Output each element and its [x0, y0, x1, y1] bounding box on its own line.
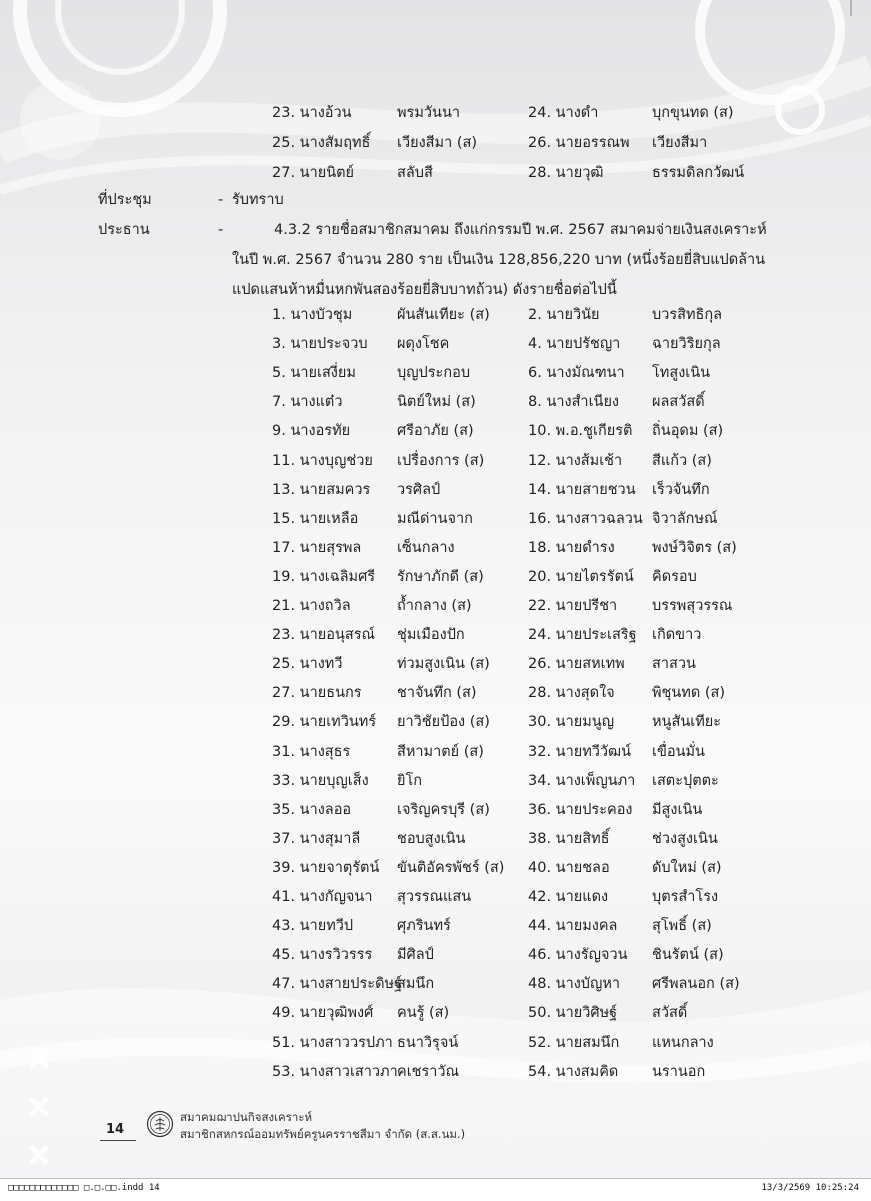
member-name: 24. นายประเสริฐ: [528, 627, 637, 644]
meeting-label: ที่ประชุม: [98, 192, 152, 208]
member-surname: มีศิลป์: [397, 947, 434, 964]
member-surname: เกิดขาว: [652, 627, 702, 644]
member-surname: สุโพธิ์ (ส): [652, 918, 712, 935]
member-name: 10. พ.อ.ชูเกียรติ: [528, 423, 633, 440]
member-name: 37. นางสุมาลี: [272, 830, 361, 847]
member-name: 25. นางสัมฤทธิ์: [272, 135, 371, 151]
list-item: [0, 504, 871, 534]
member-name: 24. นางดำ: [528, 105, 599, 121]
list-item: [0, 882, 871, 912]
list-item: [0, 300, 871, 330]
member-name: 48. นางบัญหา: [528, 976, 621, 993]
member-surname: ผดุงโชค: [397, 336, 450, 353]
member-name: 40. นายชลอ: [528, 859, 610, 876]
list-item: [0, 795, 871, 825]
member-surname: ถ้ำกลาง (ส): [397, 598, 472, 614]
member-name: 54. นางสมคิด: [528, 1063, 619, 1080]
list-item: [0, 678, 871, 708]
member-surname: เสตะปุตตะ: [652, 772, 719, 789]
member-name: 8. นางสำเนียง: [528, 394, 620, 411]
member-surname: มณีด่านจาก: [397, 510, 473, 527]
member-surname: สาสวน: [652, 656, 696, 673]
member-surname: เวียงสีมา: [652, 135, 708, 151]
list-item: [0, 649, 871, 679]
list-item: [0, 1028, 871, 1058]
member-name: 4. นายปรัชญา: [528, 336, 621, 353]
member-name: 15. นายเหลือ: [272, 510, 359, 527]
association-logo-icon: [146, 1110, 174, 1138]
member-name: 21. นางถวิล: [272, 598, 351, 614]
member-surname: สีแก้ว (ส): [652, 452, 712, 469]
member-surname: คนรู้ (ส): [397, 1005, 450, 1022]
member-surname: เร็วจันทึก: [652, 481, 710, 498]
member-name: 19. นางเฉลิมศรี: [272, 568, 376, 585]
member-name: 7. นางแต๋ว: [272, 394, 343, 411]
member-name: 23. นายอนุสรณ์: [272, 627, 375, 644]
member-name: 2. นายวินัย: [528, 307, 600, 323]
member-name: 31. นางสุธร: [272, 743, 351, 760]
member-surname: ผันสันเทียะ (ส): [397, 307, 490, 323]
member-surname: สวัสดิ์: [652, 1005, 688, 1022]
chairman-paragraph-line: 4.3.2 รายชื่อสมาชิกสมาคม ถึงแก่กรรมปี พ.ศ. 2567 สมาคมจ่ายเงินสงเคราะห์: [274, 222, 767, 238]
member-name: 26. นายสหเทพ: [528, 656, 625, 673]
member-surname: สุวรรณแสน: [397, 889, 472, 905]
list-item: [0, 562, 871, 592]
chairman-paragraph-line: ในปี พ.ศ. 2567 จำนวน 280 ราย เป็นเงิน 128,856,220 บาท (หนึ่งร้อยยี่สิบแปดล้าน: [232, 252, 766, 268]
member-surname: บรรพสุวรรณ: [652, 598, 733, 614]
member-surname: หนูสันเทียะ: [652, 714, 722, 731]
member-surname: ยาวิชัยป้อง (ส): [397, 714, 490, 731]
member-surname: ชุ่มเมืองปัก: [397, 627, 465, 644]
chairman-label: ประธาน: [98, 222, 150, 238]
member-name: 1. นางบัวชุม: [272, 307, 353, 323]
member-name: 29. นายเทวินทร์: [272, 714, 377, 731]
member-name: 14. นายสายชวน: [528, 481, 636, 498]
member-surname: แหนกลาง: [652, 1034, 714, 1051]
list-item: [0, 446, 871, 476]
member-surname: เซ็นกลาง: [397, 539, 455, 556]
member-surname: ขันติอัครพัชร์ (ส): [397, 859, 505, 876]
list-item: [0, 998, 871, 1028]
member-surname: บวรสิทธิกุล: [652, 307, 723, 323]
chairman-paragraph: [232, 215, 792, 305]
member-surname: พงษ์วิจิตร (ส): [652, 539, 737, 556]
member-name: 28. นางสุดใจ: [528, 685, 615, 702]
member-surname: โทสูงเนิน: [652, 365, 711, 382]
list-item: [0, 737, 871, 767]
member-surname: วรศิลป์: [397, 481, 441, 498]
member-name: 41. นางกัญจนา: [272, 889, 373, 905]
member-name: 16. นางสาวฉลวน: [528, 510, 643, 527]
member-name: 27. นายธนกร: [272, 685, 362, 702]
list-item: [0, 329, 871, 359]
member-name: 32. นายทวีวัฒน์: [528, 743, 632, 760]
list-item: [0, 969, 871, 999]
member-surname: สลับสี: [397, 165, 433, 181]
member-name: 50. นายวิศิษฐ์: [528, 1005, 618, 1022]
member-name: 30. นายมนูญ: [528, 714, 615, 731]
member-name: 13. นายสมควร: [272, 481, 371, 498]
member-surname: ถิ่นอุดม (ส): [652, 423, 724, 440]
member-surname: ศุภรินทร์: [397, 918, 451, 935]
member-name: 27. นายนิตย์: [272, 165, 355, 181]
list-item: [0, 416, 871, 446]
member-name: 36. นายประคอง: [528, 801, 633, 818]
member-surname: รักษาภักดี (ส): [397, 568, 484, 585]
member-surname: บุตรสำโรง: [652, 889, 719, 905]
member-surname: เวียงสีมา (ส): [397, 135, 477, 151]
list-item: [0, 158, 871, 188]
member-name: 47. นางสายประดิษฐ์: [272, 976, 403, 993]
list-item: [0, 824, 871, 854]
member-surname: ธนาวิรุจน์: [397, 1034, 459, 1051]
member-name: 39. นายจาตุรัตน์: [272, 859, 380, 876]
member-name: 49. นายวุฒิพงศ์: [272, 1005, 374, 1022]
member-name: 33. นายบุญเส็ง: [272, 772, 369, 789]
member-name: 35. นางลออ: [272, 801, 352, 818]
list-item: [0, 853, 871, 883]
member-surname: ฉายวิริยกุล: [652, 336, 721, 353]
member-name: 51. นางสาววรปภา: [272, 1034, 393, 1051]
member-surname: นิตย์ใหม่ (ส): [397, 394, 476, 411]
member-name: 52. นายสมนึก: [528, 1034, 620, 1051]
page-number-rule: [100, 1140, 136, 1141]
member-name: 26. นายอรรณพ: [528, 135, 630, 151]
list-item: [0, 533, 871, 563]
member-name: 20. นายไตรรัตน์: [528, 568, 634, 585]
member-name: 43. นายทวีป: [272, 918, 354, 935]
member-name: 25. นางทวี: [272, 656, 343, 673]
member-surname: ธรรมดิลกวัฒน์: [652, 165, 745, 181]
member-surname: คเชราวัณ: [397, 1063, 460, 1080]
member-name: 12. นางส้มเช้า: [528, 452, 623, 469]
list-item: [0, 766, 871, 796]
member-name: 22. นายปรีชา: [528, 598, 618, 614]
member-surname: พรมวันนา: [397, 105, 461, 121]
member-name: 17. นายสุรพล: [272, 539, 362, 556]
member-surname: คิดรอบ: [652, 568, 697, 585]
member-name: 42. นายแดง: [528, 889, 609, 905]
member-surname: พิชุนทด (ส): [652, 685, 726, 702]
member-name: 11. นางบุญช่วย: [272, 452, 373, 469]
member-name: 44. นายมงคล: [528, 918, 618, 935]
list-item: [0, 128, 871, 158]
member-name: 34. นางเพ็ญนภา: [528, 772, 636, 789]
member-name: 45. นางรวิวรรร: [272, 947, 373, 964]
list-item: [0, 591, 871, 621]
meeting-text: รับทราบ: [232, 192, 284, 208]
member-surname: สีหามาตย์ (ส): [397, 743, 484, 760]
member-surname: ชอบสูงเนิน: [397, 830, 466, 847]
member-name: 28. นายวุฒิ: [528, 165, 604, 181]
member-surname: สมนึก: [397, 976, 435, 993]
list-item: [0, 707, 871, 737]
list-item: [0, 475, 871, 505]
list-item: [0, 358, 871, 388]
page-number: 14: [106, 1122, 125, 1137]
member-surname: ชาจันทึก (ส): [397, 685, 477, 702]
member-surname: ท่วมสูงเนิน (ส): [397, 656, 490, 673]
list-item: [0, 387, 871, 417]
member-name: 53. นางสาวเสาวภา: [272, 1063, 398, 1080]
footer-org-name: สมาคมฌาปนกิจสงเคราะห์: [180, 1110, 313, 1124]
member-surname: จิวาลักษณ์: [652, 510, 718, 527]
list-item: [0, 98, 871, 128]
list-item: [0, 1057, 871, 1087]
meeting-dash: -: [218, 192, 224, 208]
chairman-paragraph-line: แปดแสนห้าหมื่นหกพันสองร้อยยี่สิบบาทถ้วน) ดังรายชื่อต่อไปนี้: [232, 282, 617, 298]
member-name: 5. นายเสงี่ยม: [272, 365, 356, 382]
member-surname: ดับใหม่ (ส): [652, 859, 722, 876]
member-surname: ศรีพลนอก (ส): [652, 976, 740, 993]
member-name: 46. นางรัญจวน: [528, 947, 628, 964]
list-item: [0, 911, 871, 941]
member-name: 6. นางมัณฑนา: [528, 365, 625, 382]
slug-datetime: 13/3/2569 10:25:24: [761, 1183, 859, 1193]
list-item: [0, 620, 871, 650]
slug-filename: □□□□□□□□□□□□□ □.□.□□.indd 14: [8, 1183, 160, 1193]
member-name: 3. นายประจวบ: [272, 336, 368, 353]
member-surname: เปรื่องการ (ส): [397, 452, 485, 469]
member-name: 18. นายดำรง: [528, 539, 615, 556]
member-surname: บุกขุนทด (ส): [652, 105, 734, 121]
member-surname: ชินรัตน์ (ส): [652, 947, 724, 964]
member-name: 23. นางอ้วน: [272, 105, 352, 121]
member-name: 38. นายสิทธิ์: [528, 830, 610, 847]
member-surname: นรานอก: [652, 1063, 706, 1080]
member-surname: บุญประกอบ: [397, 365, 471, 382]
member-surname: ศรีอาภัย (ส): [397, 423, 474, 440]
member-name: 9. นางอรทัย: [272, 423, 351, 440]
member-surname: ช่วงสูงเนิน: [652, 830, 718, 847]
member-surname: มีสูงเนิน: [652, 801, 703, 818]
list-item: [0, 940, 871, 970]
member-surname: ผลสวัสดิ์: [652, 394, 705, 411]
member-surname: เจริญครบุรี (ส): [397, 801, 490, 818]
member-surname: ยิโก: [397, 772, 423, 789]
chairman-dash: -: [218, 222, 224, 238]
footer-org-subtitle: สมาชิกสหกรณ์ออมทรัพย์ครูนครราชสีมา จำกัด (ส.ส.นม.): [180, 1127, 466, 1141]
member-surname: เขื่อนมั่น: [652, 743, 705, 760]
